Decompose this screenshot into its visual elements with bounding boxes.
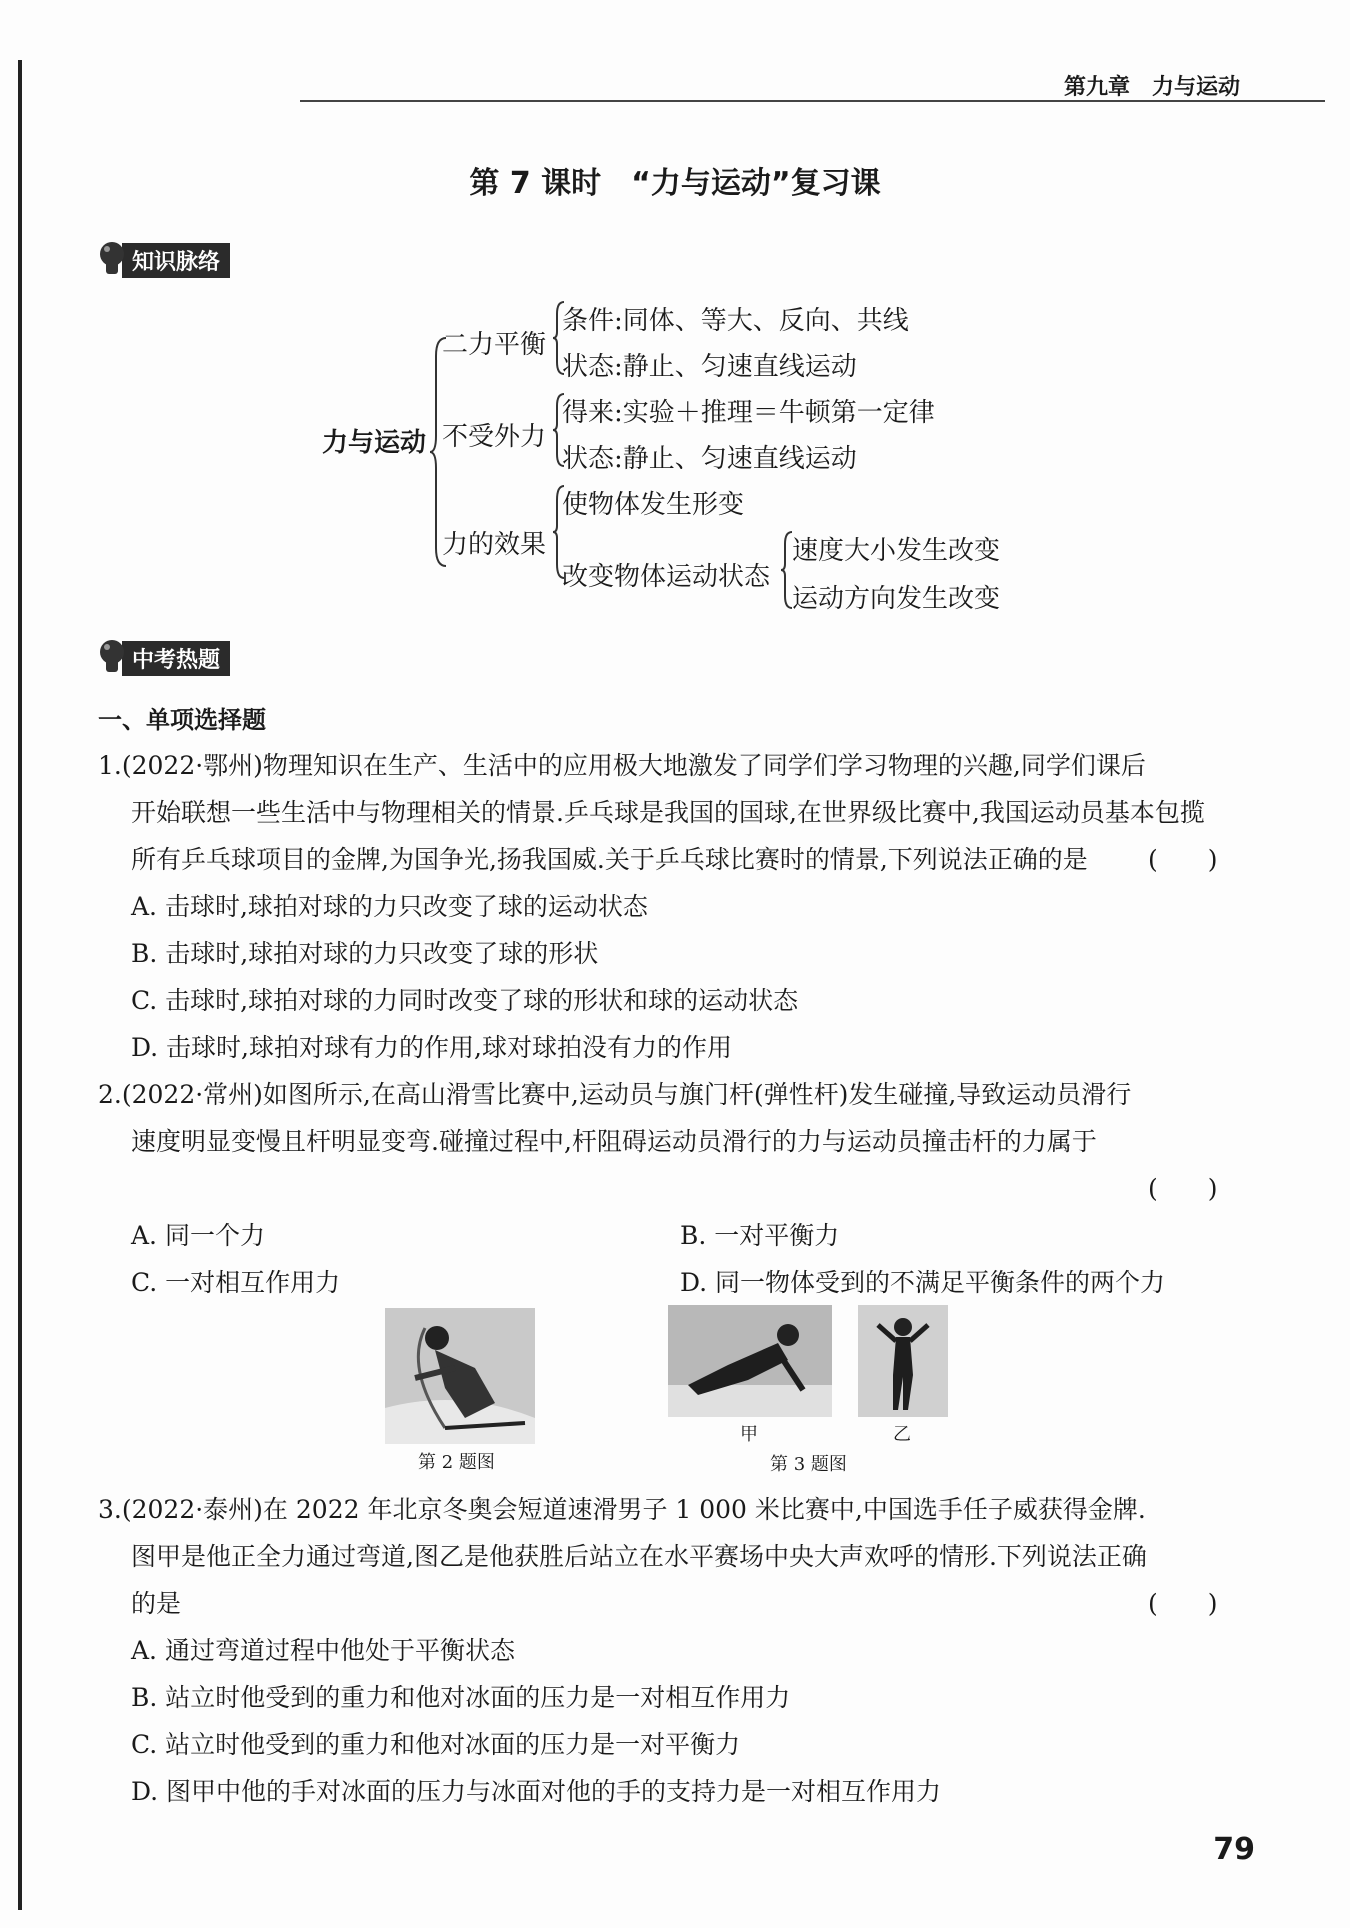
mindmap-branch-no-force: 不受外力 xyxy=(442,422,547,452)
q3-option-a: A. 通过弯道过程中他处于平衡状态 xyxy=(131,1636,515,1665)
mindmap-deformation: 使物体发生形变 xyxy=(562,490,745,520)
q1-option-c: C. 击球时,球拍对球的力同时改变了球的形状和球的运动状态 xyxy=(131,986,799,1015)
q3-answer-paren: ( ) xyxy=(1148,1589,1218,1618)
mindmap-no-force-state: 状态:静止、匀速直线运动 xyxy=(562,444,857,474)
skier-photo xyxy=(385,1308,535,1444)
q3-line-2: 图甲是他正全力通过弯道,图乙是他获胜后站立在水平赛场中央大声欢呼的情形.下列说法正确 xyxy=(131,1542,1147,1571)
skater-standing-photo-yi xyxy=(858,1305,948,1417)
q1-line-2: 开始联想一些生活中与物理相关的情景.乒乓球是我国的国球,在世界级比赛中,我国运动员基本包揽 xyxy=(131,798,1205,827)
q2-line-2: 速度明显变慢且杆明显变弯.碰撞过程中,杆阻碍运动员滑行的力与运动员撞击杆的力属于 xyxy=(131,1127,1097,1156)
q1-option-b: B. 击球时,球拍对球的力只改变了球的形状 xyxy=(131,939,599,968)
mindmap-balance-state: 状态:静止、匀速直线运动 xyxy=(562,352,857,382)
speed-skater-photo-jia xyxy=(668,1305,832,1417)
fig3-caption: 第 3 题图 xyxy=(770,1454,847,1475)
mindmap-balance-condition: 条件:同体、等大、反向、共线 xyxy=(562,306,909,336)
q3-option-b: B. 站立时他受到的重力和他对冰面的压力是一对相互作用力 xyxy=(131,1683,791,1712)
lightbulb-icon xyxy=(98,640,126,676)
page-title: 第 7 课时 “力与运动”复习课 xyxy=(469,166,881,201)
q2-line-1: 2.(2022·常州)如图所示,在高山滑雪比赛中,运动员与旗门杆(弹性杆)发生碰撞,导致运动员滑行 xyxy=(98,1080,1132,1109)
part-heading: 一、单项选择题 xyxy=(98,706,266,734)
q2-option-c: C. 一对相互作用力 xyxy=(131,1268,341,1297)
q3-line-3: 的是 xyxy=(131,1589,182,1618)
q2-option-d: D. 同一物体受到的不满足平衡条件的两个力 xyxy=(680,1268,1166,1297)
mindmap-root: 力与运动 xyxy=(322,428,427,458)
mindmap-branch-effect: 力的效果 xyxy=(442,530,547,560)
mindmap-speed-change: 速度大小发生改变 xyxy=(792,536,1001,566)
q1-option-a: A. 击球时,球拍对球的力只改变了球的运动状态 xyxy=(131,892,648,921)
mindmap-newton-law: 得来:实验＋推理＝牛顿第一定律 xyxy=(562,398,935,428)
section-label: 知识脉络 xyxy=(122,243,230,278)
mindmap-change-motion: 改变物体运动状态 xyxy=(562,562,771,592)
section-badge-knowledge xyxy=(98,242,230,278)
q1-line-3: 所有乒乓球项目的金牌,为国争光,扬我国威.关于乒乓球比赛时的情景,下列说法正确的是 xyxy=(131,845,1088,874)
binding-edge-line xyxy=(18,60,22,1910)
mindmap-direction-change: 运动方向发生改变 xyxy=(792,584,1001,614)
label-yi: 乙 xyxy=(893,1424,911,1445)
q3-line-1: 3.(2022·泰州)在 2022 年北京冬奥会短道速滑男子 1 000 米比赛中,中国选手任子威获得金牌. xyxy=(98,1495,1146,1524)
fig2-caption: 第 2 题图 xyxy=(418,1452,495,1473)
section-label: 中考热题 xyxy=(122,641,230,676)
label-jia: 甲 xyxy=(740,1424,758,1445)
q1-option-d: D. 击球时,球拍对球有力的作用,球对球拍没有力的作用 xyxy=(131,1033,732,1062)
q2-answer-paren: ( ) xyxy=(1148,1174,1218,1203)
q2-option-b: B. 一对平衡力 xyxy=(680,1221,840,1250)
mindmap-branch-balance: 二力平衡 xyxy=(442,330,547,360)
chapter-header: 第九章 力与运动 xyxy=(1063,75,1240,100)
q3-option-c: C. 站立时他受到的重力和他对冰面的压力是一对平衡力 xyxy=(131,1730,741,1759)
q1-line-1: 1.(2022·鄂州)物理知识在生产、生活中的应用极大地激发了同学们学习物理的兴趣,同学们课后 xyxy=(98,751,1146,780)
section-badge-hot xyxy=(98,640,230,676)
page-number: 79 xyxy=(1213,1832,1255,1867)
q2-option-a: A. 同一个力 xyxy=(131,1221,265,1250)
q1-answer-paren: ( ) xyxy=(1148,845,1218,874)
q3-option-d: D. 图甲中他的手对冰面的压力与冰面对他的手的支持力是一对相互作用力 xyxy=(131,1777,942,1806)
lightbulb-icon xyxy=(98,242,126,278)
